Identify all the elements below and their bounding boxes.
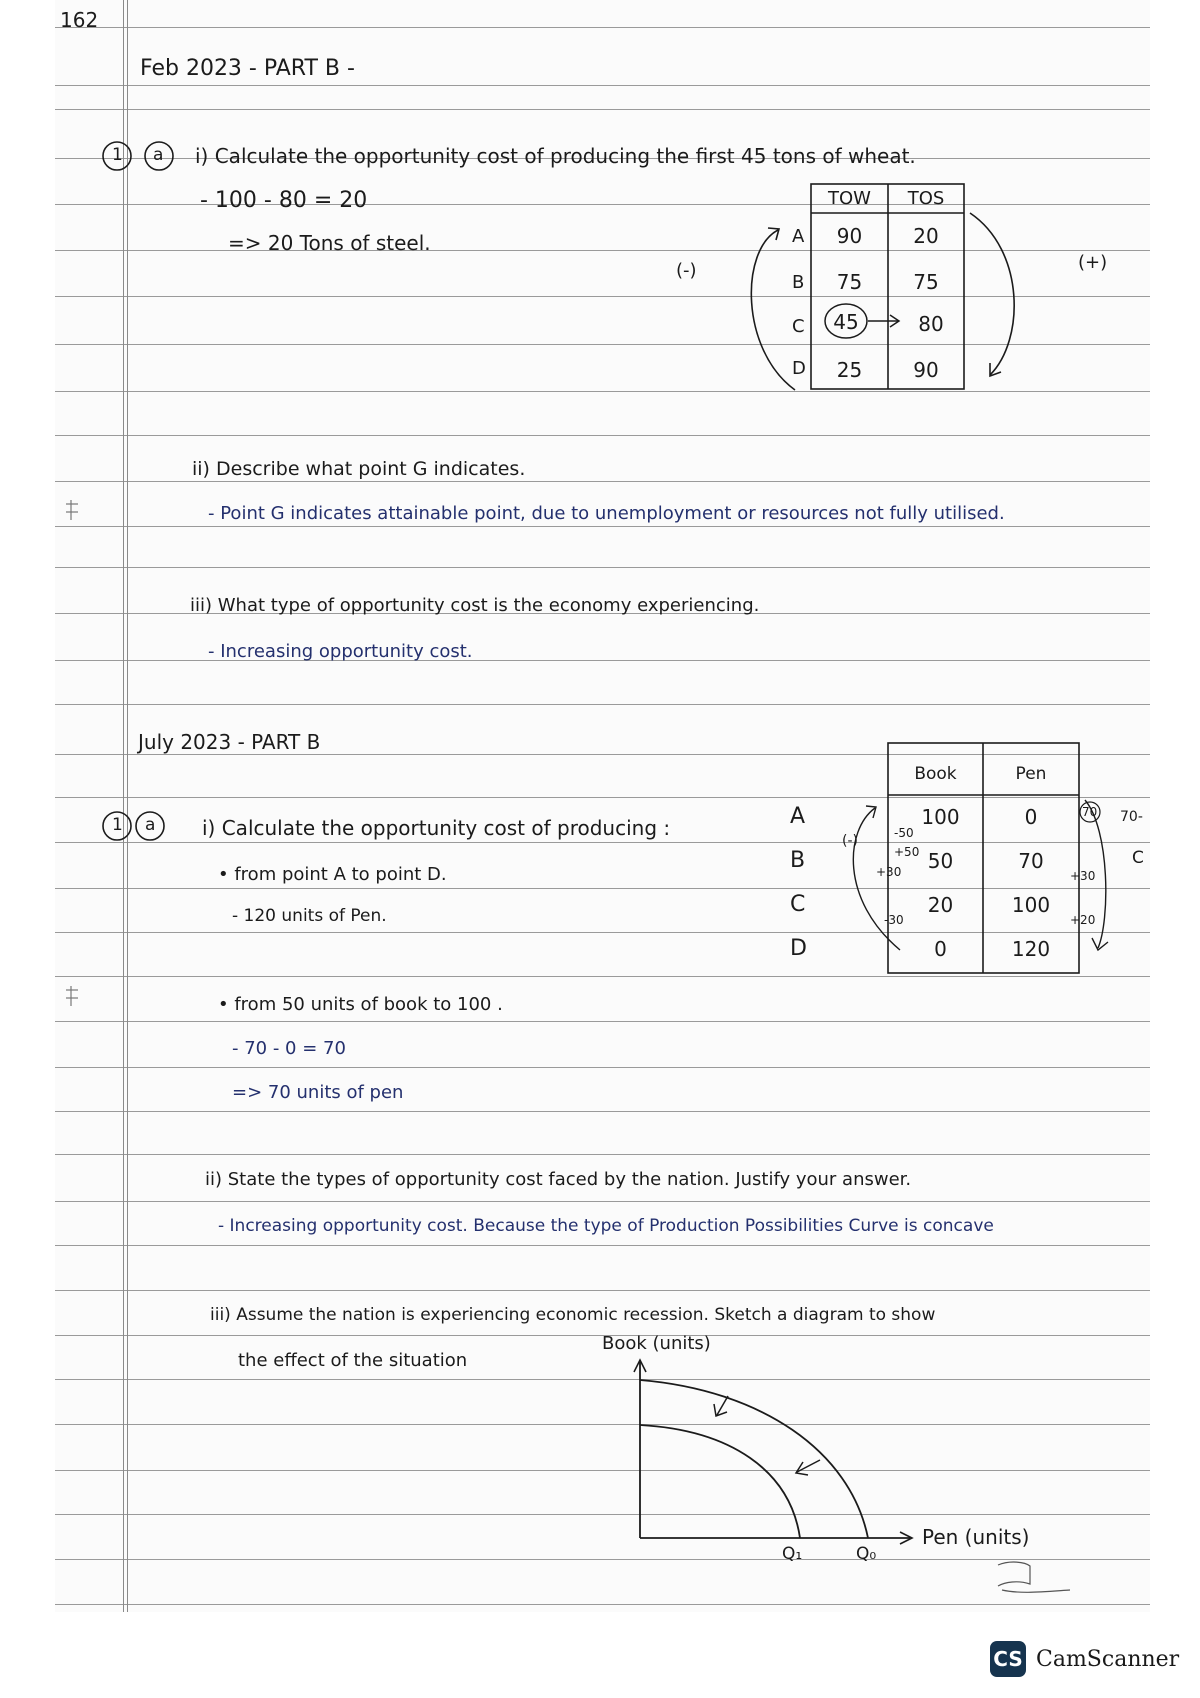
feb-answer-2: - Point G indicates attainable point, due to unemployment or resources not fully utilised. — [208, 503, 1005, 524]
pen-diff: +20 — [1070, 913, 1096, 927]
july-cell-pen: 70 — [1018, 849, 1044, 873]
page-number: 162 — [60, 8, 99, 32]
july-answer-1-line-3: => 70 units of pen — [232, 1082, 404, 1103]
feb-question-2: ii) Describe what point G indicates. — [192, 458, 526, 480]
feb-question-number: 1 — [112, 145, 123, 165]
camscanner-logo: CS — [990, 1641, 1026, 1677]
feb-row-label: C — [792, 316, 805, 337]
july-cell-pen: 100 — [1011, 893, 1051, 917]
book-diff: +30 — [876, 865, 902, 879]
feb-question-3: iii) What type of opportunity cost is the economy experiencing. — [190, 595, 760, 616]
july-heading: July 2023 - PART B — [138, 730, 321, 754]
ppc-label-q0: Q₀ — [856, 1544, 877, 1564]
july-cell-book: 20 — [927, 893, 954, 917]
july-row-label: C — [790, 892, 806, 917]
july-row-label: D — [790, 936, 807, 961]
july-table-header-pen: Pen — [1015, 764, 1047, 784]
july-answer-1-bullet-1: • from point A to point D. — [218, 864, 447, 885]
july-cell-book: 0 — [934, 937, 947, 961]
feb-answer-3: - Increasing opportunity cost. — [208, 641, 473, 662]
july-answer-1-line-1: - 120 units of Pen. — [232, 906, 387, 926]
feb-cell-tow: 45 — [833, 310, 859, 334]
feb-cell-tow: 90 — [836, 224, 863, 248]
july-answer-1-bullet-2: • from 50 units of book to 100 . — [218, 994, 503, 1015]
ppc-x-axis-label: Pen (units) — [922, 1525, 1030, 1549]
margin-note: 70- — [1120, 809, 1143, 825]
feb-plus-sign: (+) — [1078, 252, 1108, 273]
july-row-label: A — [790, 804, 806, 829]
july-cell-pen: 0 — [1024, 805, 1038, 829]
feb-table-header-tos: TOS — [907, 188, 945, 209]
feb-question-1: i) Calculate the opportunity cost of producing the first 45 tons of wheat. — [195, 144, 916, 168]
july-answer-2: - Increasing opportunity cost. Because the type of Production Possibilities Curve is concave — [218, 1216, 994, 1236]
feb-cell-tos: 90 — [913, 358, 939, 382]
margin-note: C — [1132, 848, 1144, 868]
july-minus-sign: (-) — [842, 833, 858, 849]
feb-minus-sign: (-) — [676, 260, 697, 281]
feb-cell-tos: 20 — [913, 224, 939, 248]
camscanner-text: CamScanner — [1036, 1647, 1180, 1672]
feb-row-label: D — [792, 358, 806, 379]
july-question-1: i) Calculate the opportunity cost of producing : — [202, 816, 671, 840]
book-diff: +50 — [894, 845, 920, 859]
feb-question-letter: a — [153, 145, 164, 165]
book-diff: -30 — [884, 913, 904, 927]
ppc-label-q1: Q₁ — [782, 1544, 803, 1564]
july-cell-pen: 120 — [1011, 937, 1051, 961]
feb-answer-1-result: => 20 Tons of steel. — [228, 231, 431, 255]
july-row-label: B — [790, 848, 806, 873]
july-question-number: 1 — [112, 815, 123, 835]
july-answer-1-line-2: - 70 - 0 = 70 — [232, 1038, 346, 1059]
july-question-2: ii) State the types of opportunity cost faced by the nation. Justify your answer. — [205, 1169, 912, 1190]
july-cell-book: 50 — [927, 849, 954, 873]
feb-table-header-tow: TOW — [828, 188, 871, 209]
july-question-3-line-2: the effect of the situation — [238, 1350, 468, 1371]
feb-cell-tow: 75 — [836, 270, 863, 294]
july-cell-book: 100 — [921, 805, 960, 829]
july-question-3-line-1: iii) Assume the nation is experiencing economic recession. Sketch a diagram to show — [210, 1305, 936, 1325]
feb-cell-tos: 75 — [913, 270, 939, 294]
pen-diff: 70 — [1082, 805, 1098, 819]
ppc-y-axis-label: Book (units) — [602, 1333, 711, 1354]
feb-cell-tow: 25 — [836, 358, 863, 382]
pen-diff: +30 — [1070, 869, 1096, 883]
feb-row-label: B — [792, 272, 805, 293]
book-diff: -50 — [894, 826, 914, 840]
feb-cell-tos: 80 — [918, 312, 944, 336]
july-table-header-book: Book — [914, 764, 957, 784]
feb-heading: Feb 2023 - PART B - — [140, 56, 355, 81]
feb-row-label: A — [792, 226, 805, 247]
feb-answer-1-calc: - 100 - 80 = 20 — [200, 188, 368, 213]
july-question-letter: a — [145, 815, 156, 835]
